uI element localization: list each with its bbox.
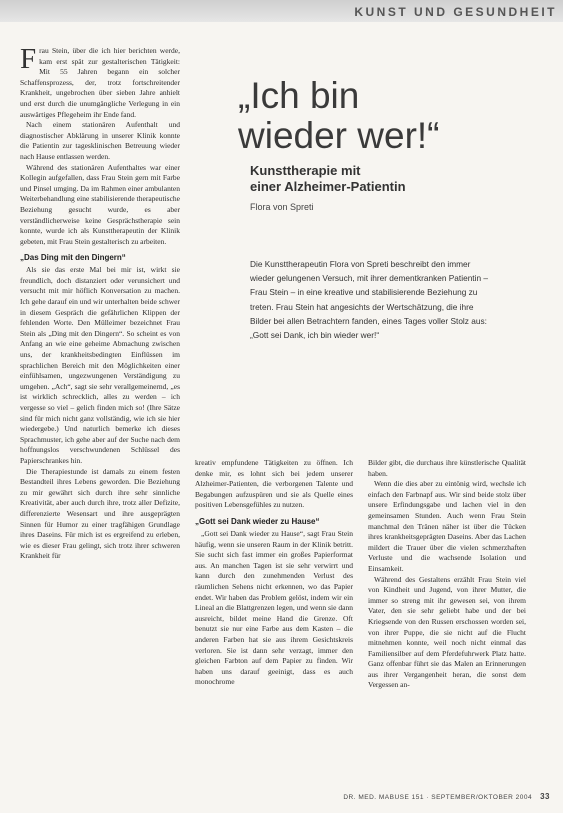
author-byline: Flora von Spreti (250, 202, 314, 212)
subtitle-line-1: Kunsttherapie mit (250, 163, 361, 178)
journal-info: DR. MED. MABUSE 151 · SEPTEMBER/OKTOBER 2004 (343, 794, 533, 801)
paragraph: Als sie das erste Mal bei mir ist, wirkt sie freundlich, doch distanziert oder verunsichert und versucht mit mir höflich Konversation zu machen. Ich gehe darauf ein und wir unterhalten beide schwer in diesem Gespräch die gefährlichen Klippen der fehlenden Worte. Den Mülleimer bezeichnet Frau Stein als „Ding mit den Dingern“. So scheint es von Anfang an wie eine geheime Abmachung zwischen uns, der krankheitsbedingten Einflüssen im sprachlichen Bereich mit den Möglichkeiten einer einfühlsamen, ungezwungenen Verständigung zu umgehen. „Ach“, sagt sie sehr verallgemeinernd, „es ist wirklich schrecklich, alles zu werden – ich vergesse so viel – gelich finden mich so! (Ihre Sätze sind für mich nicht ganz vollständig, wie ich sie hier wiedergebe.) Und naturlich bemerke ich dieses Sprachmuster, ich gehe aber auf der Suche nach dem hoffnungslos verschwundenen Schlüssel des Papierschrankes hin. (20, 265, 180, 465)
column-3 (368, 458, 526, 794)
subtitle-line-2: einer Alzheimer-Patientin (250, 179, 406, 194)
paragraph: kreativ empfundene Tätigkeiten zu öffnen. Ich denke mir, es lohnt sich bei jedem unserer Alzheimer-Patienten, die verborgenen Talente und Begabungen aufzuspüren und sie als Quelle eines positiven Lebensgefühles zu nutzen. (195, 458, 353, 510)
column-2 (195, 458, 353, 794)
page-number: 33 (540, 792, 550, 801)
paragraph-text: rau Stein, über die ich hier berichten werde, kam erst spät zur gestalterischen Tätigkeit: Mit 55 Jahren begann ein solcher Schaffensprozess, der, trotz fortschreitender Krankheit, ungebrochen über sieben Jahre anhielt und erst durch die unumgängliche Verlegung in ein auswärtiges Pflegeheim ihr Ende fand. (20, 46, 180, 119)
paragraph: Nach einem stationären Aufenthalt und diagnostischer Abklärung in unserer Klinik konnte die Patientin zur tagesklinischen Betreuung wieder nach Hause entlassen werden. (20, 120, 180, 161)
paragraph: „Gott sei Dank wieder zu Hause“, sagt Frau Stein häufig, wenn sie unseren Raum in der Klinik betritt. Sie sucht sich fast immer ein großes Papierformat aus. An manchen Tagen ist sie sehr verwirrt und kann durch den zunehmenden Verlust des räumlichen Sehens nicht erkennen, wo das Papier endet. Wir haben das Problem gelöst, indem wir ein Lineal an die Blattgrenzen legen, und wenn sie dann ausreicht, bildet meine Hand die Grenze. Oft benutzt sie nur eine Farbe aus dem Kasten – die anderen Farben hat sie aus ihrem Gesichtskreis verloren. Sie ist dann sehr verzagt, immer den gleichen Farbton auf dem Papier zu finden. Wir haben uns darauf geeinigt, dass es auch monochrome (195, 528, 353, 687)
title-line-1: „Ich bin (238, 75, 360, 116)
paragraph (20, 46, 180, 120)
page-footer (310, 792, 550, 801)
article-title (238, 76, 440, 156)
subheading: „Gott sei Dank wieder zu Hause“ (195, 516, 320, 526)
paragraph: Während des Gestaltens erzählt Frau Stein viel von Kindheit und Jugend, von ihrer Mutter, die immer so streng mit ihr gewesen sei, von ihrem Vater, den sie sehr geliebt habe und der bei Kriegsende von den Russen erschossen worden sei, von ihrer Puppe, die sie nicht auf die Flucht mitnehmen konnte, weil noch nicht einmal das Familiensilber auf dem Pferdefuhrwerk Platz hatte. Ganz offenbar führt sie das Malen an Erinnerungen aus ihrer Vergangenheit heran, die sonst dem Vergessen an- (368, 574, 526, 690)
paragraph: Während des stationären Aufenthaltes war einer Kollegin aufgefallen, dass Frau Stein gern mit Farbe und Pinsel umging. Da im Rahmen einer ambulanten Weiterbehandlung eine stabilisierende therapeutische Beziehung gesucht wurde, es aber verständlicherweise keine Gesprächstherapie sein konnte, wurde ich als Kunsttherapeutin der Klinik gebeten, mit Frau Stein gestalterisch zu arbeiten. (20, 162, 180, 246)
section-title: KUNST UND GESUNDHEIT (354, 5, 557, 19)
article-subtitle (250, 163, 406, 195)
paragraph: Wenn die dies aber zu eintönig wird, wechsle ich einfach den Farbnapf aus. Wir sind beide stolz über unsere Erfindungsgabe und lachen viel in den gemeinsamen Stunden. Auch wenn Frau Stein manchmal den Tränen näher ist über die Tücken ihres krankheitsgeprägten Daseins. Aber das Lachen mildert die Trauer über die vielen schmerzhaften Verluste und die wachsende Isolation und Einsamkeit. (368, 479, 526, 573)
subheading: „Das Ding mit den Dingern“ (20, 253, 126, 263)
paragraph: Bilder gibt, die durchaus ihre künstlerische Qualität haben. (368, 458, 526, 478)
drop-cap: F (20, 46, 37, 75)
column-1 (20, 46, 180, 794)
title-line-2: wieder wer!“ (238, 115, 440, 156)
paragraph: Die Therapiestunde ist damals zu einem festen Bestandteil ihres Lebens geworden. Die Beziehung zu mir gewährt sich durch ihre sehr sinnliche Kreativität, aber auch durch ihre, trotz aller Defizite, differenzierte Wesensart und ihre ausgeprägten Sinnen für Humor zu einer tragfähigen Grundlage ihres Daseins. Für mich ist es ergreifend zu erleben, wie es dieser Frau gelingt, sich trotz ihrer schweren Krankheit für (20, 466, 180, 561)
lead-paragraph: Die Kunsttherapeutin Flora von Spreti beschreibt den immer wieder gelungenen Versuch, mit ihrer dementkranken Patientin – Frau Stein – in eine kreative und stabilisierende Beziehung zu treten. Frau Stein hat angesichts der Wertschätzung, die ihre Bilder bei allen Betrachtern fanden, eines Tages voller Stolz aus: „Gott sei Dank, ich bin wieder wer!“ (250, 259, 488, 341)
